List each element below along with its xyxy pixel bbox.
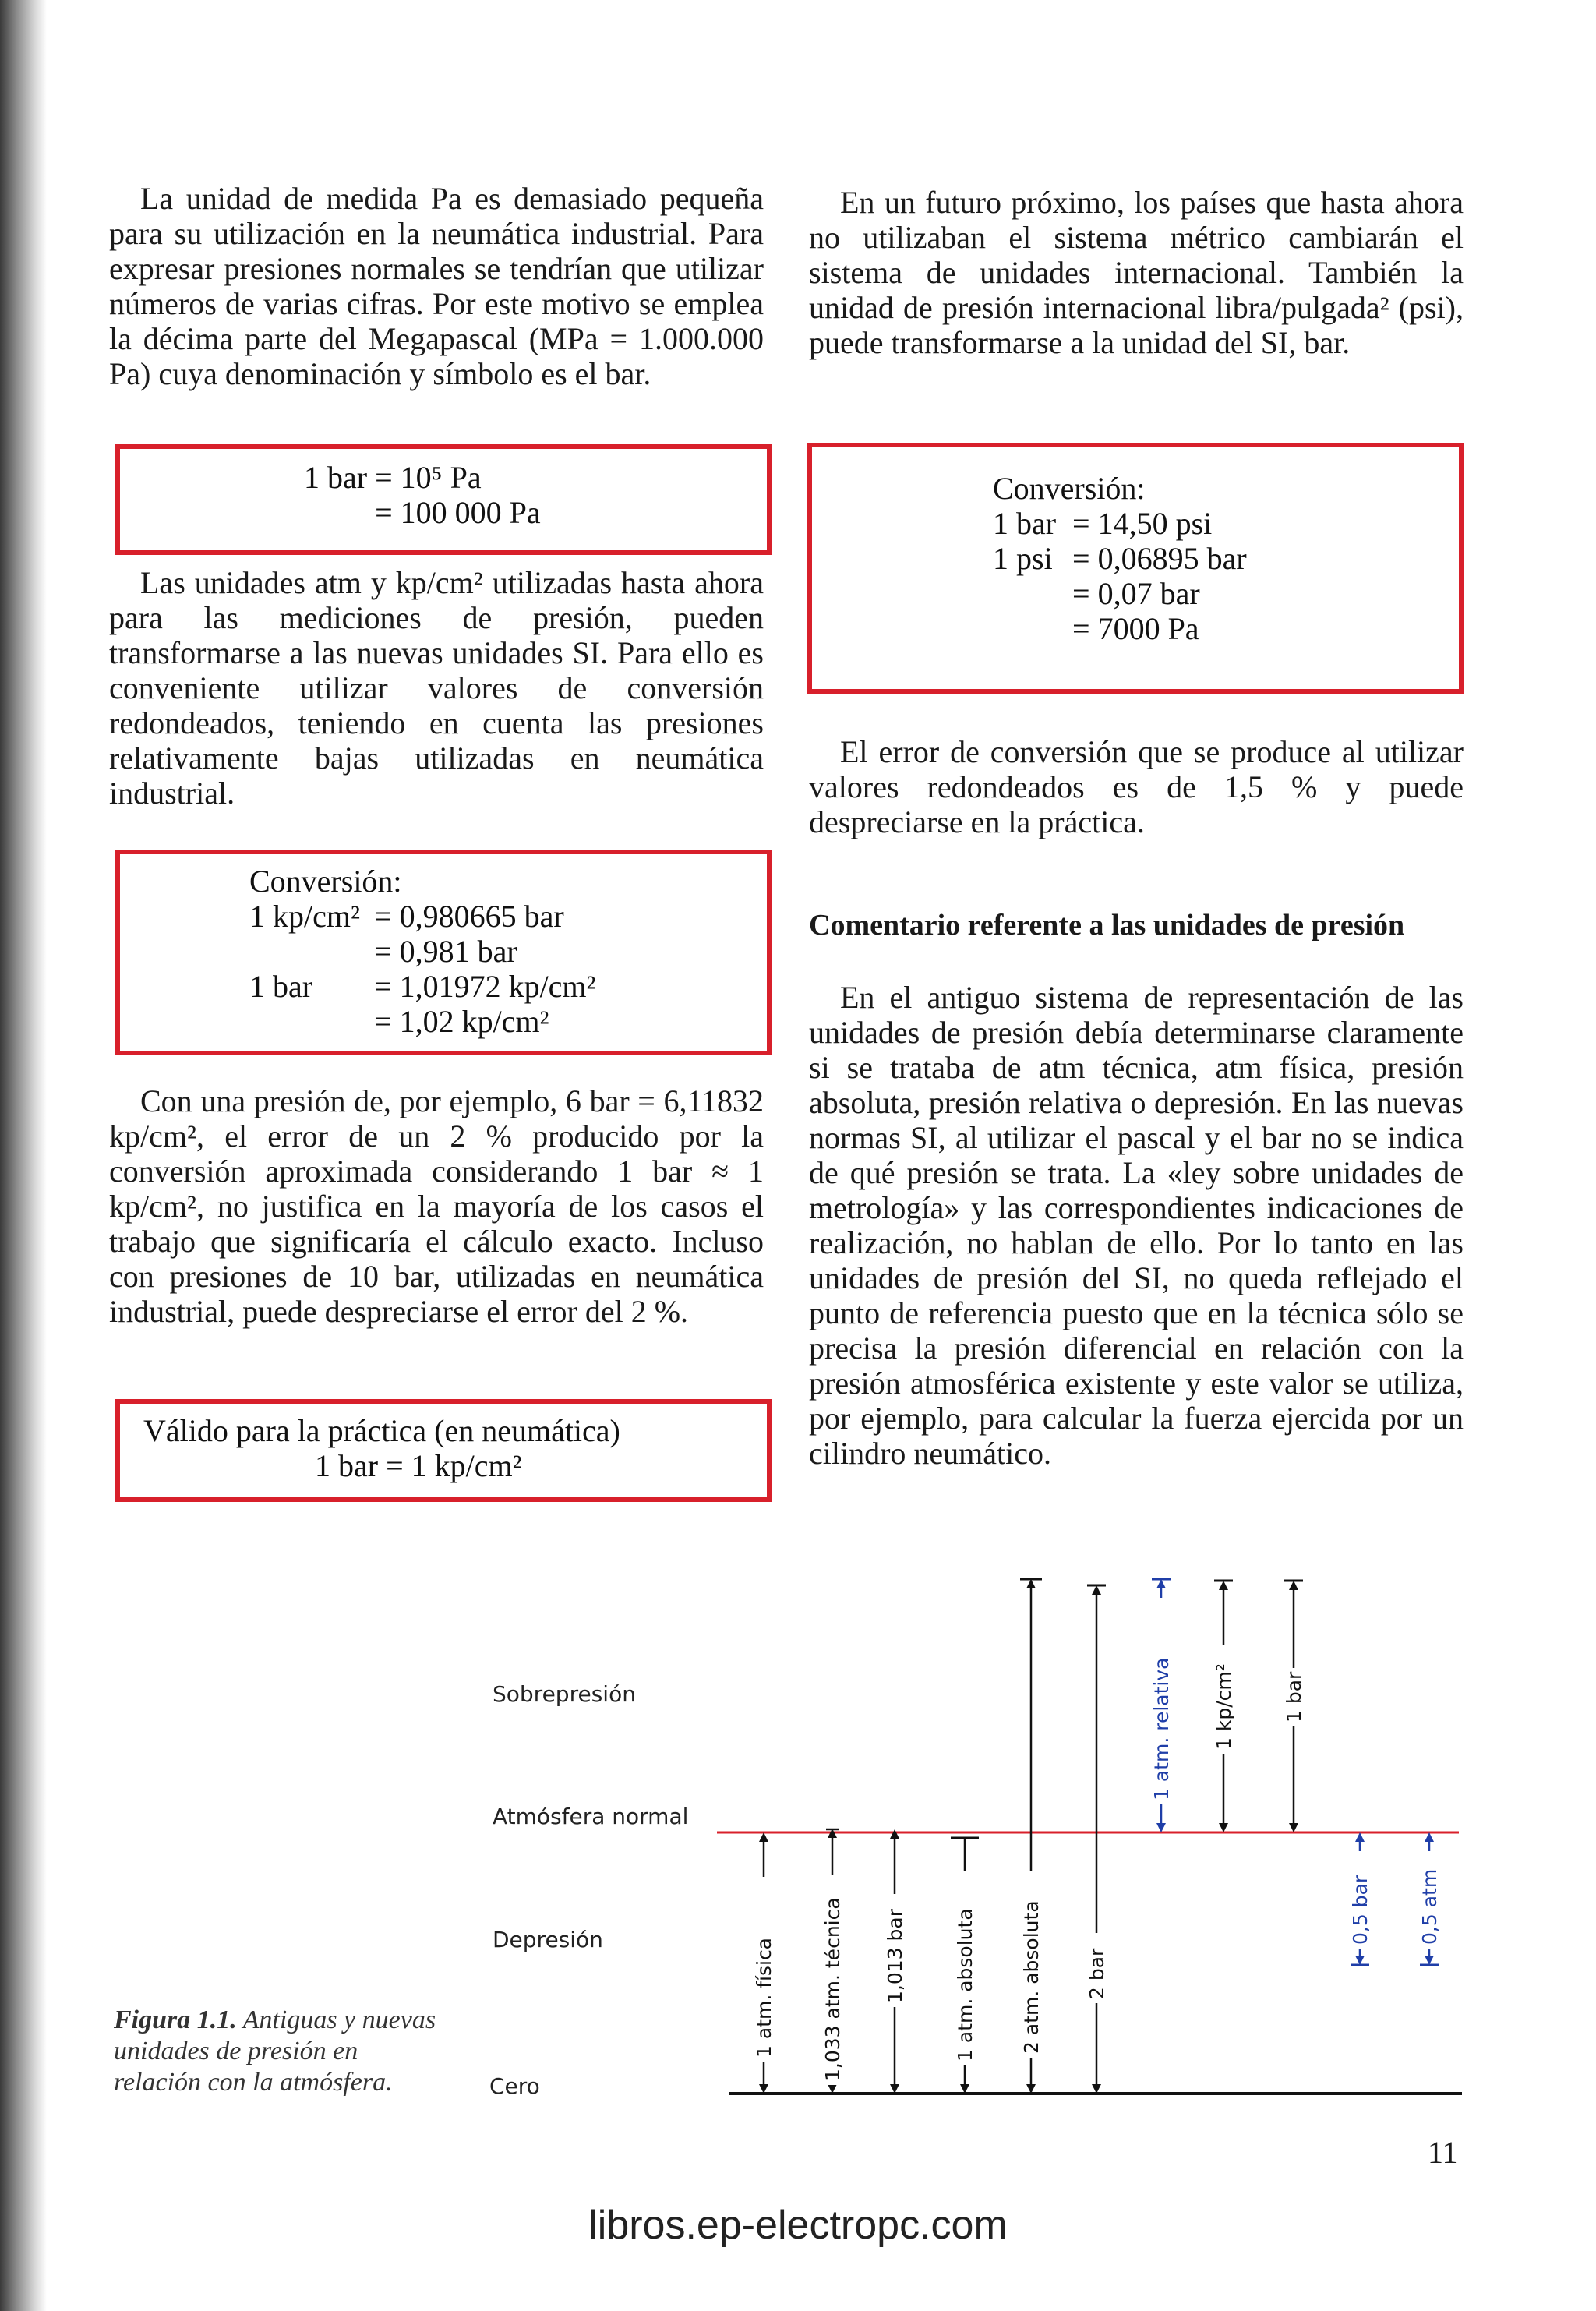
caption-text: Antiguas y nuevas unidades de presión en relación con la atmósfera. <box>114 2005 436 2097</box>
arrow-label: 0,5 atm <box>1418 1868 1441 1945</box>
conv-eq: = <box>1072 506 1090 541</box>
level-label-zero: Cero <box>489 2073 540 2099</box>
paragraph-text: En el antiguo sistema de representación de las unidades de presión debía determinarse claramente si se trataba de atm técnica, atm física, presión absoluta, presión relativa o depresión. En las nuevas normas SI, al utilizar el pascal y el bar no se indica de qué presión se trata. La «ley sobre unidades de metrología» y las correspondientes indicaciones de realización, no hablan de ello. Por lo tanto en las unidades de presión del SI, no queda reflejado el punto de referencia puesto que en la técnica sólo se precisa la presión diferencial en relación con la presión atmosférica existente y este valor se utiliza, por ejemplo, para calcular la fuerza ejercida por un cilindro neumático. <box>809 980 1464 1471</box>
arrow-label: 1 atm. física <box>753 1937 775 2058</box>
arrow-1-atm-absoluta <box>951 1838 979 2089</box>
arrow-label: 2 bar <box>1086 1948 1108 1999</box>
arrow-1-kp-cm2 <box>1213 1581 1235 1828</box>
conv-eq: = <box>1072 611 1090 646</box>
arrow-1-atm-relativa <box>1150 1579 1173 1828</box>
arrow-label: 1 atm. relativa <box>1150 1657 1173 1800</box>
level-label-atmosphere: Atmósfera normal <box>493 1804 689 1829</box>
conv-rhs: 1,01972 kp/cm² <box>399 969 596 1004</box>
arrow-label: 0,5 bar <box>1349 1875 1372 1945</box>
arrow-1-bar <box>1283 1581 1305 1828</box>
conv-rhs: 14,50 psi <box>1097 506 1213 541</box>
formula-rhs: 10⁵ Pa <box>400 460 482 495</box>
arrow-05-bar <box>1349 1837 1372 1965</box>
paragraph-text: La unidad de medida Pa es demasiado pequeña para su utilización en la neumática industrial. Para expresar presiones normales se tendrían que utilizar números de varias cifras. Por este motivo se emplea la décima parte del Megapascal (MPa = 1.000.000 Pa) cuya denominación y símbolo es el bar. <box>109 181 764 391</box>
conv-lhs: 1 bar <box>249 969 313 1004</box>
formula-rhs: 100 000 Pa <box>400 495 541 530</box>
figure-caption <box>114 2005 441 2098</box>
conv-lhs: 1 kp/cm² <box>249 899 360 934</box>
conv-rhs: 0,980665 bar <box>399 899 564 934</box>
arrow-1033-atm-tecnica <box>821 1829 844 2089</box>
formula-lhs: 1 bar <box>304 460 368 495</box>
footer-watermark: libros.ep-electropc.com <box>588 2203 1008 2248</box>
arrow-label: 1,013 bar <box>884 1909 906 2003</box>
conversion-title: Conversión: <box>993 471 1146 506</box>
arrow-1-atm-fisica <box>753 1837 775 2089</box>
conv-rhs: 0,981 bar <box>399 934 517 969</box>
paragraph-text: Las unidades atm y kp/cm² utilizadas hasta ahora para las mediciones de presión, pueden transformarse a las nuevas unidades SI. Para ello es conveniente utilizar valores de conversión redondeados, teniendo en cuenta las presiones relativamente bajas utilizadas en neumática industrial. <box>109 565 764 811</box>
caption-label: Figura 1.1. <box>114 2005 237 2034</box>
level-label-overpressure: Sobrepresión <box>493 1681 636 1707</box>
conv-rhs: 0,06895 bar <box>1097 541 1247 576</box>
arrow-label: 1 kp/cm² <box>1213 1663 1235 1750</box>
conv-eq: = <box>1072 541 1090 576</box>
paragraph-text: El error de conversión que se produce al utilizar valores redondeados es de 1,5 % y puede despreciarse en la práctica. <box>809 734 1464 839</box>
practical-rule-line2: 1 bar = 1 kp/cm² <box>315 1448 522 1483</box>
level-label-depression: Depresión <box>493 1927 603 1952</box>
practical-rule-line1: Válido para la práctica (en neumática) <box>143 1413 620 1448</box>
paragraph-text: Con una presión de, por ejemplo, 6 bar = 6,11832 kp/cm², el error de un 2 % producido por la conversión aproximada considerando 1 bar ≈ 1 kp/cm², no justifica en la mayoría de los casos el trabajo que significaría el cálculo exacto. Incluso con presiones de 10 bar, utilizadas en neumática industrial, puede despreciarse el error del 2 %. <box>109 1083 764 1329</box>
arrow-label: 1,033 atm. técnica <box>821 1897 844 2081</box>
conversion-title: Conversión: <box>249 864 402 899</box>
arrow-2-bar <box>1086 1585 1108 2089</box>
arrow-05-atm <box>1418 1837 1441 1965</box>
conv-eq: = <box>1072 576 1090 611</box>
formula-eq: = <box>375 495 393 530</box>
section-heading: Comentario referente a las unidades de presión <box>809 909 1405 942</box>
paragraph-text: En un futuro próximo, los países que hasta ahora no utilizaban el sistema métrico cambiarán el sistema de unidades internacional. También la unidad de presión internacional libra/pulgada² (psi), puede transformarse a la unidad del SI, bar. <box>809 185 1464 360</box>
formula-eq: = <box>375 460 393 495</box>
conv-rhs: 0,07 bar <box>1097 576 1200 611</box>
conv-eq: = <box>374 934 392 969</box>
arrow-label: 1 bar <box>1283 1671 1305 1723</box>
page-number: 11 <box>1428 2135 1458 2170</box>
arrow-label: 2 atm. absoluta <box>1020 1900 1043 2054</box>
conv-eq: = <box>374 899 392 934</box>
conv-rhs: 1,02 kp/cm² <box>399 1004 549 1039</box>
conv-lhs: 1 bar <box>993 506 1057 541</box>
arrow-2-atm-absoluta <box>1020 1579 1043 2089</box>
conv-eq: = <box>374 969 392 1004</box>
conv-eq: = <box>374 1004 392 1039</box>
conv-rhs: 7000 Pa <box>1097 611 1199 646</box>
arrow-1013-bar <box>884 1834 906 2089</box>
arrow-label: 1 atm. absoluta <box>954 1908 976 2062</box>
conv-lhs: 1 psi <box>993 541 1053 576</box>
